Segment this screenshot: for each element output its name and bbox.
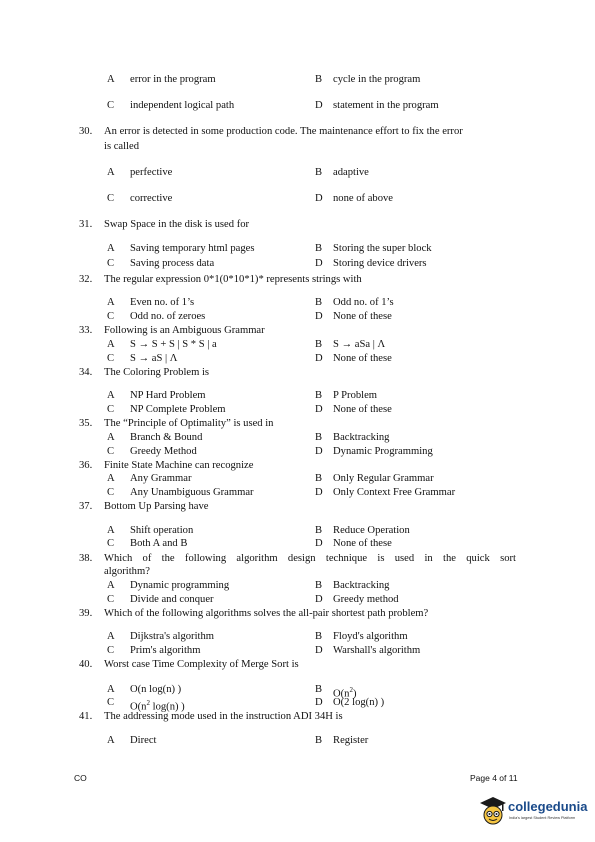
option-d-text: None of these <box>333 404 392 415</box>
question-text: Swap Space in the disk is used for <box>104 219 250 230</box>
question-number: 41. <box>79 711 93 722</box>
option-a-text: Dijkstra's algorithm <box>130 631 214 642</box>
question-text: An error is detected in some production code. The maintenance effort to fix the error <box>104 126 463 137</box>
question-number: 37. <box>79 501 93 512</box>
option-b-text: Backtracking <box>333 580 390 591</box>
option-label-a: A <box>107 525 115 536</box>
option-a-text: perfective <box>130 167 173 178</box>
logo-tagline: India's largest Student Review Platform <box>509 816 576 820</box>
graduate-mascot-icon <box>478 795 508 827</box>
option-a-text: Shift operation <box>130 525 194 536</box>
question-text: Which of the following algorithms solves the all-pair shortest path problem? <box>104 608 429 619</box>
option-c-text: Saving process data <box>130 258 215 269</box>
option-b-text: Register <box>333 735 369 746</box>
option-label-a: A <box>107 390 115 401</box>
option-label-c: C <box>107 697 115 708</box>
option-d-text: None of these <box>333 311 392 322</box>
question-number: 32. <box>79 274 93 285</box>
option-a-text: S → S + S | S * S | a <box>130 339 217 350</box>
option-label-c: C <box>107 594 115 605</box>
question-number: 35. <box>79 418 93 429</box>
option-b-text: Reduce Operation <box>333 525 410 536</box>
option-label-a: A <box>107 473 115 484</box>
option-d-text: O(2 log(n) ) <box>333 697 385 708</box>
option-c-text: independent logical path <box>130 100 235 111</box>
question-number: 40. <box>79 659 93 670</box>
option-label-d: D <box>315 353 323 364</box>
option-d-text: Only Context Free Grammar <box>333 487 456 498</box>
option-label-a: A <box>107 167 115 178</box>
option-label-a: A <box>107 735 115 746</box>
option-label-c: C <box>107 404 115 415</box>
option-label-c: C <box>107 353 115 364</box>
option-label-b: B <box>315 525 323 536</box>
option-d-text: none of above <box>333 193 394 204</box>
option-b-text: Odd no. of 1’s <box>333 297 394 308</box>
option-label-b: B <box>315 243 323 254</box>
question-text: Following is an Ambiguous Grammar <box>104 325 265 336</box>
option-label-b: B <box>315 684 323 695</box>
option-b-text: $O(n^2)$ <box>333 686 357 700</box>
option-label-b: B <box>315 473 323 484</box>
option-a-text: error in the program <box>130 74 216 85</box>
option-label-b: B <box>315 297 323 308</box>
option-label-b: B <box>315 580 323 591</box>
option-d-text: Dynamic Programming <box>333 446 433 457</box>
option-c-text: corrective <box>130 193 173 204</box>
option-label-a: A <box>107 432 115 443</box>
option-b-text: S → aSa | Λ <box>333 339 386 350</box>
option-label-a: A <box>107 297 115 308</box>
question-text: The regular expression 0*1(0*10*1)* represents strings with <box>104 274 362 285</box>
option-label-d: D <box>315 193 323 204</box>
question-number: 39. <box>79 608 93 619</box>
option-a-text: Any Grammar <box>130 473 192 484</box>
option-d-text: None of these <box>333 538 392 549</box>
option-a-text: NP Hard Problem <box>130 390 206 401</box>
question-text: Bottom Up Parsing have <box>104 501 209 512</box>
option-label-d: D <box>315 594 323 605</box>
question-number: 30. <box>79 126 93 137</box>
option-label-d: D <box>315 311 323 322</box>
option-b-text: adaptive <box>333 167 369 178</box>
option-label-d: D <box>315 538 323 549</box>
option-a-text: O(n log(n) ) <box>130 684 182 695</box>
question-number: 31. <box>79 219 93 230</box>
option-label-a: A <box>107 631 115 642</box>
option-label-b: B <box>315 74 323 85</box>
question-text: The Coloring Problem is <box>104 367 210 378</box>
option-label-d: D <box>315 404 323 415</box>
option-label-a: A <box>107 74 115 85</box>
option-a-text: Even no. of 1’s <box>130 297 195 308</box>
option-c-text: NP Complete Problem <box>130 404 226 415</box>
option-b-text: Storing the super block <box>333 243 432 254</box>
question-text-cont: is called <box>104 141 140 152</box>
question-text: The “Principle of Optimality” is used in <box>104 418 274 429</box>
option-label-d: D <box>315 487 323 498</box>
option-c-text: Prim's algorithm <box>130 645 201 656</box>
question-number: 33. <box>79 325 93 336</box>
option-a-text: Direct <box>130 735 157 746</box>
option-label-c: C <box>107 645 115 656</box>
option-b-text: Only Regular Grammar <box>333 473 434 484</box>
option-c-text: Odd no. of zeroes <box>130 311 206 322</box>
option-a-text: Saving temporary html pages <box>130 243 255 254</box>
option-c-text: S → aS | Λ <box>130 353 178 364</box>
page-number: Page 4 of 11 <box>470 773 518 783</box>
option-label-c: C <box>107 193 115 204</box>
option-d-text: statement in the program <box>333 100 439 111</box>
option-b-text: Backtracking <box>333 432 390 443</box>
option-label-d: D <box>315 258 323 269</box>
option-label-b: B <box>315 631 323 642</box>
option-c-text: Divide and conquer <box>130 594 214 605</box>
option-label-c: C <box>107 538 115 549</box>
option-label-d: D <box>315 697 323 708</box>
question-text-cont: algorithm? <box>104 566 150 577</box>
question-text: Which of the following algorithm design technique is used in the quick sort <box>104 553 516 564</box>
option-label-d: D <box>315 100 323 111</box>
option-label-a: A <box>107 580 115 591</box>
option-label-b: B <box>315 339 323 350</box>
option-label-b: B <box>315 390 323 401</box>
option-a-text: Dynamic programming <box>130 580 230 591</box>
question-number: 34. <box>79 367 93 378</box>
option-c-text: Any Unambiguous Grammar <box>130 487 254 498</box>
option-c-text: $O(n^2$ log(n) ) <box>130 699 185 713</box>
option-b-text: Floyd's algorithm <box>333 631 408 642</box>
option-label-d: D <box>315 645 323 656</box>
option-label-c: C <box>107 446 115 457</box>
logo-wordmark: collegedunia <box>508 799 588 814</box>
collegedunia-logo <box>478 795 590 829</box>
option-b-text: P Problem <box>333 390 378 401</box>
question-text: Finite State Machine can recognize <box>104 460 254 471</box>
question-text: Worst case Time Complexity of Merge Sort is <box>104 659 299 670</box>
option-label-b: B <box>315 432 323 443</box>
question-text: The addressing mode used in the instruction ADI 34H is <box>104 711 343 722</box>
option-label-a: A <box>107 684 115 695</box>
option-d-text: Storing device drivers <box>333 258 427 269</box>
option-a-text: Branch & Bound <box>130 432 203 443</box>
option-d-text: Warshall's algorithm <box>333 645 421 656</box>
option-d-text: Greedy method <box>333 594 399 605</box>
option-b-text: cycle in the program <box>333 74 421 85</box>
option-label-b: B <box>315 735 323 746</box>
question-number: 38. <box>79 553 93 564</box>
option-label-c: C <box>107 487 115 498</box>
option-label-c: C <box>107 258 115 269</box>
question-number: 36. <box>79 460 93 471</box>
option-label-b: B <box>315 167 323 178</box>
option-c-text: Greedy Method <box>130 446 197 457</box>
option-label-a: A <box>107 243 115 254</box>
footer-subject-code: CO <box>74 773 87 783</box>
option-label-d: D <box>315 446 323 457</box>
option-c-text: Both A and B <box>130 538 188 549</box>
option-label-c: C <box>107 100 115 111</box>
option-label-a: A <box>107 339 115 350</box>
option-d-text: None of these <box>333 353 392 364</box>
option-label-c: C <box>107 311 115 322</box>
